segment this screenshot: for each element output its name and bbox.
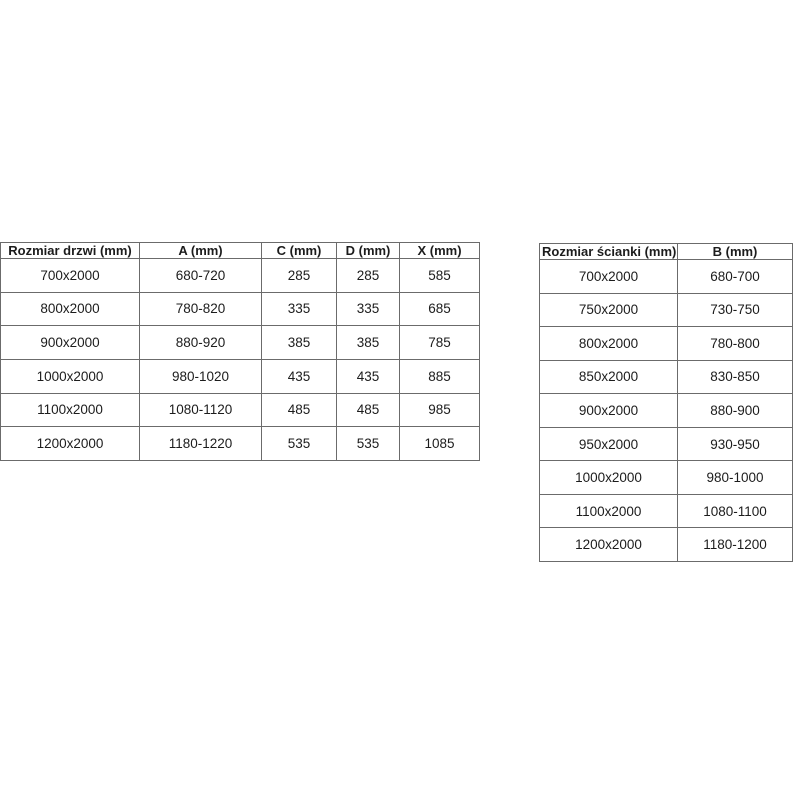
table-cell: 1180-1200 [678,528,793,562]
table-cell: 1100x2000 [1,393,140,427]
table-cell: 780-820 [140,292,262,326]
table-row [1,359,480,393]
table-cell: 435 [262,359,337,393]
table-cell: 1000x2000 [1,359,140,393]
table-row [540,327,793,361]
table-cell: 485 [337,393,400,427]
table-cell: 685 [400,292,480,326]
table-row [540,360,793,394]
table-row [540,427,793,461]
table-cell: 880-900 [678,394,793,428]
table-cell: 730-750 [678,293,793,327]
header-row [540,244,793,260]
table-row [1,326,480,360]
table-cell: 1100x2000 [540,494,678,528]
wall-sizes-table [539,243,793,562]
table-cell: 385 [262,326,337,360]
table-cell: 980-1020 [140,359,262,393]
table-cell: 900x2000 [540,394,678,428]
table-cell: 680-700 [678,260,793,294]
table-cell: 850x2000 [540,360,678,394]
table-cell: 680-720 [140,259,262,293]
table-cell: 830-850 [678,360,793,394]
table-cell: 900x2000 [1,326,140,360]
table-cell: 1080-1120 [140,393,262,427]
column-header: C (mm) [262,243,337,259]
table-row [540,494,793,528]
table-cell: 985 [400,393,480,427]
table-row [540,394,793,428]
table-cell: 980-1000 [678,461,793,495]
table-cell: 800x2000 [1,292,140,326]
table-cell: 800x2000 [540,327,678,361]
table-cell: 285 [337,259,400,293]
table-cell: 535 [337,427,400,461]
table-row [540,293,793,327]
table-cell: 885 [400,359,480,393]
table-row [540,528,793,562]
table-cell: 700x2000 [540,260,678,294]
table-cell: 785 [400,326,480,360]
column-header: X (mm) [400,243,480,259]
table-cell: 535 [262,427,337,461]
table-cell: 930-950 [678,427,793,461]
table-cell: 485 [262,393,337,427]
header-row [1,243,480,259]
table-cell: 1000x2000 [540,461,678,495]
table-row [1,259,480,293]
table-cell: 585 [400,259,480,293]
table-row [540,461,793,495]
table-cell: 285 [262,259,337,293]
column-header: Rozmiar drzwi (mm) [1,243,140,259]
table-cell: 435 [337,359,400,393]
table-row [1,393,480,427]
column-header: D (mm) [337,243,400,259]
table-row [540,260,793,294]
table-cell: 700x2000 [1,259,140,293]
column-header: Rozmiar ścianki (mm) [540,244,678,260]
table-cell: 780-800 [678,327,793,361]
table-cell: 1200x2000 [1,427,140,461]
table-cell: 880-920 [140,326,262,360]
table-cell: 335 [337,292,400,326]
table-row [1,292,480,326]
column-header: A (mm) [140,243,262,259]
table-cell: 385 [337,326,400,360]
table-cell: 1200x2000 [540,528,678,562]
table-cell: 950x2000 [540,427,678,461]
table-cell: 1180-1220 [140,427,262,461]
table-row [1,427,480,461]
table-cell: 1085 [400,427,480,461]
column-header: B (mm) [678,244,793,260]
door-sizes-table [0,242,480,461]
table-cell: 1080-1100 [678,494,793,528]
table-cell: 335 [262,292,337,326]
table-cell: 750x2000 [540,293,678,327]
